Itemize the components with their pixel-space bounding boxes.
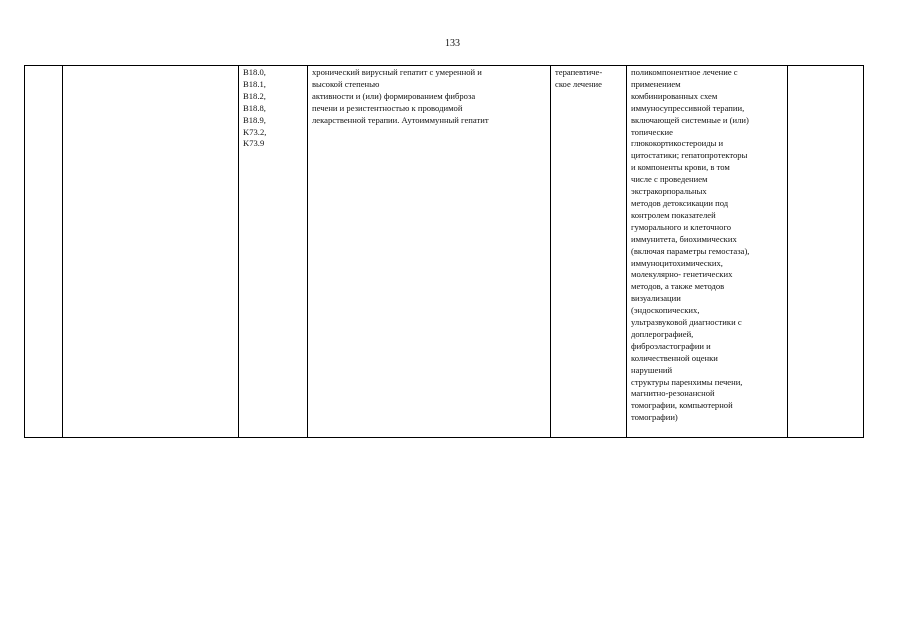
diagnosis-line: активности и (или) формированием фиброза xyxy=(312,90,476,101)
treatment-line: поликомпонентное лечение с xyxy=(631,67,738,77)
diagnosis-line: хронический вирусный гепатит с умеренной и xyxy=(312,67,482,77)
treatment-line: нарушений xyxy=(631,364,673,375)
treatment-line: цитостатики; гепатопротекторы xyxy=(631,150,748,161)
treatment-line: (эндоскопических, xyxy=(631,305,700,316)
treatment-line: включающей системные и (или) xyxy=(631,114,749,125)
treatment-type-line: ское лечение xyxy=(555,78,602,89)
icd-code: B18.1, xyxy=(243,78,266,89)
icd-code: B18.2, xyxy=(243,90,266,101)
icd-code: B18.9, xyxy=(243,114,266,125)
cost-cell xyxy=(788,66,864,438)
treatment-line: визуализации xyxy=(631,293,681,304)
treatment-line: ультразвуковой диагностики с xyxy=(631,317,742,328)
diagnosis-cell xyxy=(308,66,551,438)
treatment-line: методов детоксикации под xyxy=(631,197,729,208)
treatment-line: структуры паренхимы печени, xyxy=(631,376,743,387)
treatment-table xyxy=(24,65,864,438)
treatment-line: контролем показателей xyxy=(631,209,716,220)
treatment-line: применением xyxy=(631,78,681,89)
treatment-line: гуморального и клеточного xyxy=(631,221,732,232)
treatment-line: томографии) xyxy=(631,412,678,423)
treatment-line: иммунитета, биохимических xyxy=(631,233,737,244)
icd-code: K73.9 xyxy=(243,138,265,149)
table-row xyxy=(25,66,864,438)
treatment-line: глюкокортикостероиды и xyxy=(631,138,724,149)
treatment-line: томографии, компьютерной xyxy=(631,400,733,411)
treatment-line: топические xyxy=(631,126,673,137)
treatment-line: числе с проведением xyxy=(631,174,708,185)
treatment-line: (включая параметры гемостаза), xyxy=(631,245,750,256)
profile-cell xyxy=(63,66,239,438)
treatment-line: комбинированных схем xyxy=(631,90,718,101)
diagnosis-line: печени и резистентностью к проводимой xyxy=(312,102,463,113)
treatment-line: методов, а также методов xyxy=(631,281,725,292)
diagnosis-line: высокой степенью xyxy=(312,78,380,89)
treatment-line: магнитно-резонансной xyxy=(631,388,715,399)
treatment-type-line: терапевтиче- xyxy=(555,67,603,77)
treatment-method-cell xyxy=(627,66,788,438)
treatment-line: иммуноцитохимических, xyxy=(631,257,723,268)
treatment-line: экстракорпоральных xyxy=(631,186,707,197)
icd-codes-cell xyxy=(239,66,308,438)
diagnosis-line: лекарственной терапии. Аутоиммунный гепатит xyxy=(312,114,489,125)
row-number-cell xyxy=(25,66,63,438)
icd-code: K73.2, xyxy=(243,126,267,137)
treatment-line: фиброэластографии и xyxy=(631,340,711,351)
treatment-type-cell xyxy=(551,66,627,438)
icd-code: B18.8, xyxy=(243,102,266,113)
treatment-line: количественной оценки xyxy=(631,352,718,363)
treatment-line: молекулярно- генетических xyxy=(631,269,733,280)
treatment-line: и компоненты крови, в том xyxy=(631,162,730,173)
treatment-line: доплерографией, xyxy=(631,328,694,339)
treatment-line: иммуносупрессивной терапии, xyxy=(631,102,745,113)
icd-code: B18.0, xyxy=(243,67,266,77)
page-number: 133 xyxy=(445,38,460,49)
